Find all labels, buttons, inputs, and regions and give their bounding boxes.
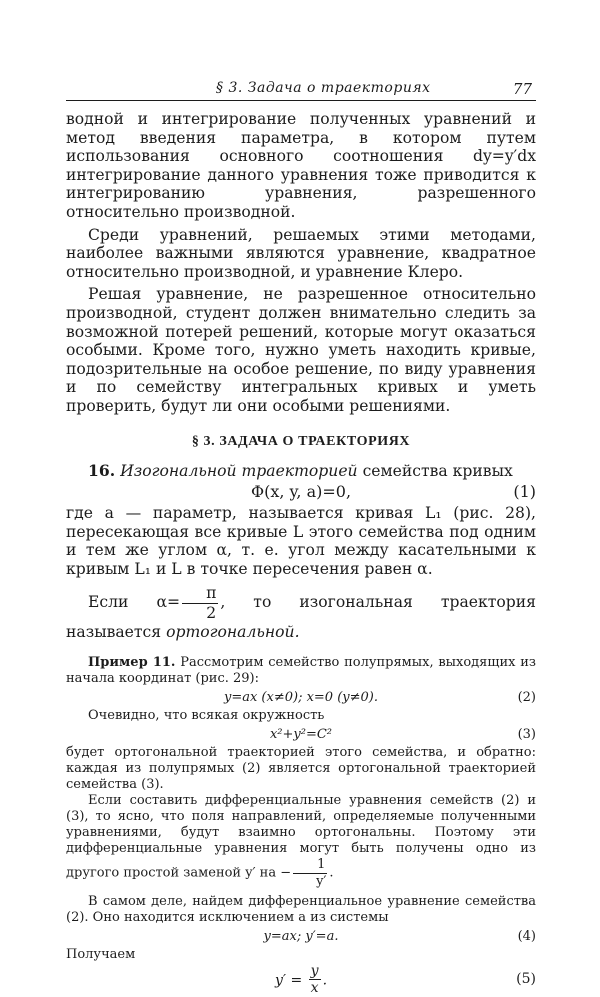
orthogonal-text: , то изогональная траектория называется xyxy=(66,593,536,641)
obtain-text: Получаем xyxy=(66,946,136,962)
equation-3 xyxy=(66,724,536,745)
pi-over-2-fraction xyxy=(182,584,218,622)
equation-3-number: (3) xyxy=(517,727,536,743)
item-16-intro xyxy=(66,462,536,481)
running-title: § 3. Задача о траекториях xyxy=(216,80,431,96)
equation-1-number: (1) xyxy=(513,482,536,502)
item-16-number: 16. xyxy=(88,460,116,480)
equation-4-formula: y=ax; y′=a. xyxy=(263,928,339,944)
y-over-x-fraction xyxy=(309,963,321,997)
equation-3-formula: x²+y²=C² xyxy=(269,727,333,743)
equation-2 xyxy=(66,687,536,708)
paragraph-methods: водной и интегрирование полученных уравнений и метод введения параметра, в котором путем использования основного соотношения dy=y′dx интегрирование данного уравнения тоже приводится к интегрированию уравнения, разрешенного относительно производной. xyxy=(66,110,536,221)
example-intro-text: Рассмотрим семейство полупрямых, выходящих из начала координат (рис. 29): xyxy=(66,655,536,687)
running-header xyxy=(66,80,536,101)
orthogonal-term: ортогональной. xyxy=(166,622,300,641)
equation-1 xyxy=(66,480,536,504)
paragraph-singular-solutions: Решая уравнение, не разрешенное относительно производной, студент должен внимательно следить за возможной потерей решений, которые могут оказаться особыми. Кроме того, нужно уметь находить кривые, подозрительные на особое решение, по виду уравнения и по семейству интегральных кривых и уметь проверить, будут ли они особыми решениями. xyxy=(66,285,536,415)
equation-2-number: (2) xyxy=(517,690,536,706)
equation-2-formula: y=ax (x≠0); x=0 (y≠0). xyxy=(223,690,378,706)
if-alpha-text: Если α= xyxy=(88,593,181,612)
compose-text: Если составить дифференциальные уравнения семейств (2) и (3), то ясно, что поля направлений, определяемые полученными уравнениями, будут взаимно ортогональны. Поэтому эти дифференциальные уравнения могут быть получены одно из другого простой заменой y′ на − xyxy=(66,793,536,882)
item-16-term: Изогональной траекторией xyxy=(120,461,358,480)
equation-5-formula xyxy=(66,963,536,997)
equation-4-number: (4) xyxy=(517,928,536,944)
item-16-orthogonal xyxy=(66,584,536,641)
fraction-denominator: 2 xyxy=(206,604,217,623)
orthogonal-trajectory-text: будет ортогональной траекторией этого семейства, и обратно: каждая из полупрямых (2) является ортогональной траекторией семейства (3). xyxy=(66,745,536,793)
obvious-circle-text: Очевидно, что всякая окружность xyxy=(88,708,325,724)
equation-5-number: (5) xyxy=(516,970,536,987)
section-heading: § 3. ЗАДАЧА О ТРАЕКТОРИЯХ xyxy=(191,433,411,449)
equation-5-dot: . xyxy=(322,971,328,988)
item-16-rest: семейства кривых xyxy=(357,461,513,480)
page-number: 77 xyxy=(512,80,532,98)
fraction-numerator: π xyxy=(182,584,218,604)
one-over-yprime-fraction xyxy=(293,857,327,889)
compose-end: . xyxy=(329,866,334,882)
indeed-text: В самом деле, найдем дифференциальное уравнение семейства (2). Оно находится исключением a из системы xyxy=(66,893,536,925)
fraction-denominator: y′ xyxy=(316,874,327,890)
fraction-denominator: x xyxy=(310,980,319,997)
paragraph-important-equations: Среди уравнений, решаемых этими методами, наиболее важными являются уравнение, квадратное относительно производной, и уравнение Клеро. xyxy=(66,225,536,281)
equation-5 xyxy=(66,963,536,997)
fraction-numerator: 1 xyxy=(293,857,327,874)
equation-1-formula: Φ(x, y, a)=0, xyxy=(250,482,352,502)
example-label: Пример 11. xyxy=(88,655,176,671)
equation-5-lhs: y′ = xyxy=(274,971,307,988)
fraction-numerator: y xyxy=(310,962,319,979)
equation-4 xyxy=(66,926,536,947)
compose-equations-text xyxy=(66,793,536,889)
example-11-intro xyxy=(66,655,536,687)
page-body xyxy=(66,110,536,997)
item-16-definition: где a — параметр, называется кривая L₁ (рис. 28), пересекающая все кривые L этого семейства под одним и тем же углом α, т. е. угол между касательными к кривым L₁ и L в точке пересечения равен α. xyxy=(66,504,536,578)
